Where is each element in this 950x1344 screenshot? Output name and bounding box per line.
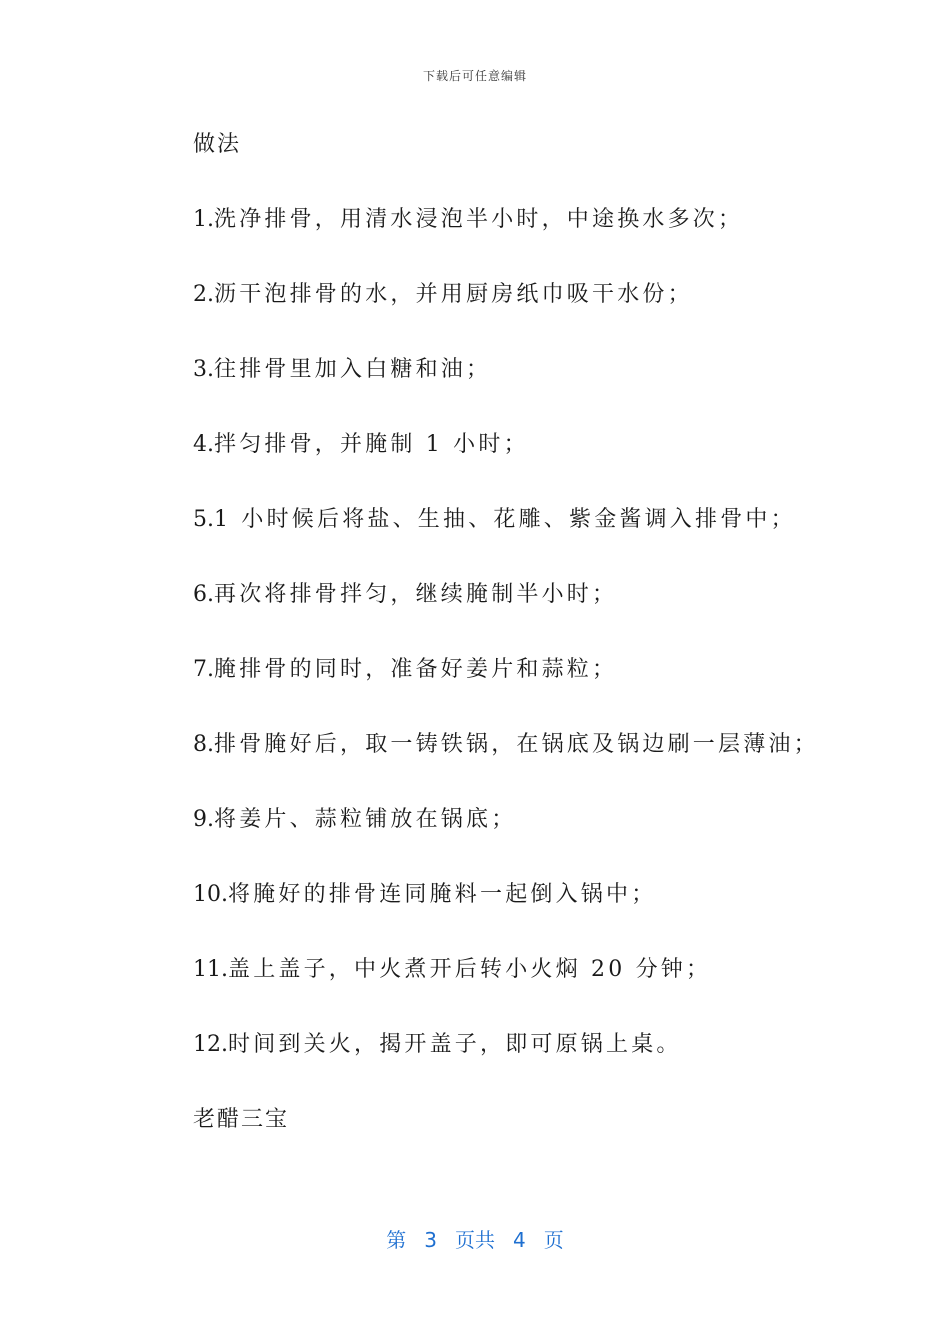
step-number: 3. <box>193 357 214 382</box>
step-item <box>193 501 893 576</box>
step-text: 将姜片、蒜粒铺放在锅底； <box>214 807 517 832</box>
page-mid: 页共 <box>455 1228 495 1252</box>
step-text: 盖上盖子，中火煮开后转小火焖 20 分钟； <box>228 957 712 982</box>
page-prefix: 第 <box>386 1228 407 1252</box>
step-number: 6. <box>193 582 214 607</box>
step-text: 排骨腌好后，取一铸铁锅，在锅底及锅边刷一层薄油； <box>214 732 819 757</box>
step-number: 2. <box>193 282 214 307</box>
page-footer <box>0 1224 950 1253</box>
step-text: 洗净排骨，用清水浸泡半小时，中途换水多次； <box>214 207 744 232</box>
document-body <box>193 126 893 1176</box>
step-item <box>193 1026 893 1101</box>
step-item <box>193 426 893 501</box>
step-number: 12. <box>193 1032 228 1057</box>
step-text: 再次将排骨拌匀，继续腌制半小时； <box>214 582 618 607</box>
step-text: 沥干泡排骨的水，并用厨房纸巾吸干水份； <box>214 282 693 307</box>
step-item <box>193 351 893 426</box>
step-item <box>193 276 893 351</box>
step-item <box>193 726 893 801</box>
step-item <box>193 951 893 1026</box>
step-item <box>193 876 893 951</box>
step-text: 拌匀排骨，并腌制 1 小时； <box>214 432 529 457</box>
step-item <box>193 801 893 876</box>
step-number: 4. <box>193 432 214 457</box>
step-number: 8. <box>193 732 214 757</box>
step-text: 往排骨里加入白糖和油； <box>214 357 492 382</box>
step-item <box>193 201 893 276</box>
step-number: 11. <box>193 957 228 982</box>
section-title: 做法 <box>193 132 242 157</box>
step-number: 1. <box>193 207 214 232</box>
step-number: 9. <box>193 807 214 832</box>
step-text: 1 小时候后将盐、生抽、花雕、紫金酱调入排骨中； <box>214 507 796 532</box>
page-suffix: 页 <box>543 1228 564 1252</box>
step-number: 5. <box>193 507 214 532</box>
next-section-title: 老醋三宝 <box>193 1107 290 1132</box>
step-text: 时间到关火，揭开盖子，即可原锅上桌。 <box>228 1032 682 1057</box>
header-note: 下载后可任意编辑 <box>422 69 527 83</box>
step-item <box>193 651 893 726</box>
total-pages-number: 4 <box>513 1228 526 1252</box>
step-text: 将腌好的排骨连同腌料一起倒入锅中； <box>228 882 657 907</box>
current-page-number: 3 <box>424 1228 437 1252</box>
step-number: 7. <box>193 657 214 682</box>
step-number: 10. <box>193 882 228 907</box>
step-item <box>193 576 893 651</box>
step-text: 腌排骨的同时，准备好姜片和蒜粒； <box>214 657 618 682</box>
